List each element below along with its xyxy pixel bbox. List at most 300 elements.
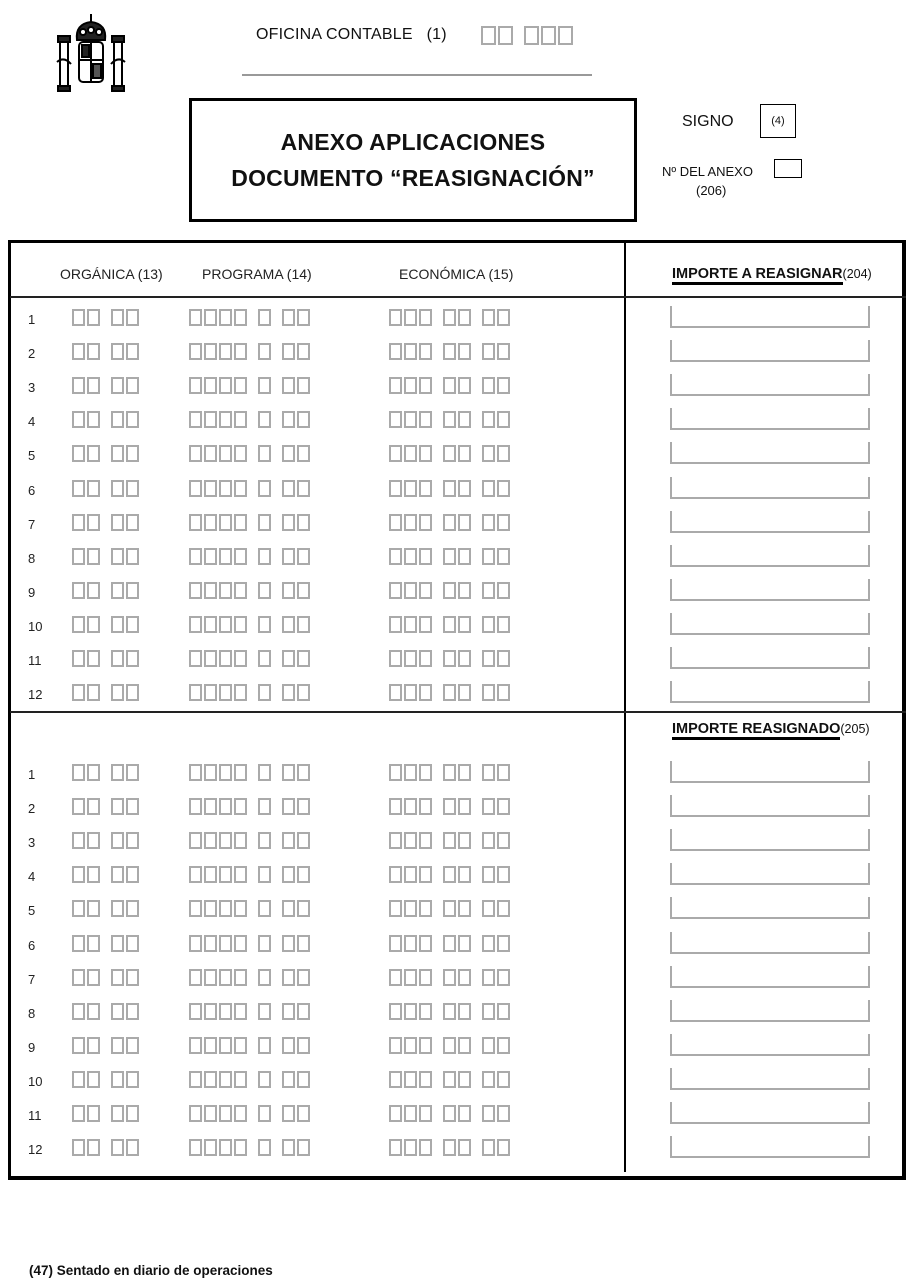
code-digit-box[interactable] (111, 969, 124, 986)
code-digit-box[interactable] (72, 616, 85, 633)
code-digit-box[interactable] (443, 764, 456, 781)
code-digit-box[interactable] (497, 1037, 510, 1054)
code-digit-box[interactable] (297, 1139, 310, 1156)
office-code-input[interactable] (481, 26, 575, 45)
code-digit-box[interactable] (258, 1139, 271, 1156)
code-digit-box[interactable] (258, 969, 271, 986)
code-digit-box[interactable] (258, 445, 271, 462)
code-digit-box[interactable] (189, 343, 202, 360)
code-digit-box[interactable] (389, 1105, 402, 1122)
code-digit-box[interactable] (126, 1105, 139, 1122)
code-digit-box[interactable] (389, 832, 402, 849)
organica-input[interactable] (72, 1139, 141, 1156)
organica-input[interactable] (72, 969, 141, 986)
organica-input[interactable] (72, 480, 141, 497)
code-digit-box[interactable] (389, 900, 402, 917)
code-digit-box[interactable] (258, 1105, 271, 1122)
amount-input[interactable] (670, 477, 870, 499)
code-digit-box[interactable] (126, 1037, 139, 1054)
code-digit-box[interactable] (111, 1071, 124, 1088)
code-digit-box[interactable] (126, 343, 139, 360)
amount-input[interactable] (670, 579, 870, 601)
code-digit-box[interactable] (482, 798, 495, 815)
code-digit-box[interactable] (126, 377, 139, 394)
code-digit-box[interactable] (258, 548, 271, 565)
code-digit-box[interactable] (458, 582, 471, 599)
code-digit-box[interactable] (87, 309, 100, 326)
code-digit-box[interactable] (443, 411, 456, 428)
code-digit-box[interactable] (458, 377, 471, 394)
code-digit-box[interactable] (87, 1003, 100, 1020)
code-digit-box[interactable] (111, 866, 124, 883)
code-digit-box[interactable] (87, 650, 100, 667)
economica-input[interactable] (389, 1105, 512, 1122)
code-digit-box[interactable] (458, 798, 471, 815)
code-digit-box[interactable] (87, 935, 100, 952)
code-digit-box[interactable] (497, 1139, 510, 1156)
programa-input[interactable] (189, 1003, 312, 1020)
programa-input[interactable] (189, 309, 312, 326)
code-digit-box[interactable] (126, 309, 139, 326)
code-digit-box[interactable] (87, 445, 100, 462)
code-digit-box[interactable] (72, 582, 85, 599)
code-digit-box[interactable] (111, 343, 124, 360)
economica-input[interactable] (389, 969, 512, 986)
programa-input[interactable] (189, 548, 312, 565)
code-digit-box[interactable] (126, 935, 139, 952)
code-digit-box[interactable] (297, 935, 310, 952)
code-digit-box[interactable] (219, 798, 232, 815)
code-digit-box[interactable] (204, 309, 217, 326)
economica-input[interactable] (389, 480, 512, 497)
code-digit-box[interactable] (219, 832, 232, 849)
code-digit-box[interactable] (282, 343, 295, 360)
code-digit-box[interactable] (443, 445, 456, 462)
code-digit-box[interactable] (443, 582, 456, 599)
code-digit-box[interactable] (458, 832, 471, 849)
organica-input[interactable] (72, 1105, 141, 1122)
code-digit-box[interactable] (189, 650, 202, 667)
code-digit-box[interactable] (234, 1105, 247, 1122)
programa-input[interactable] (189, 935, 312, 952)
code-digit-box[interactable] (458, 900, 471, 917)
code-digit-box[interactable] (72, 969, 85, 986)
code-digit-box[interactable] (482, 832, 495, 849)
code-digit-box[interactable] (389, 684, 402, 701)
code-digit-box[interactable] (404, 650, 417, 667)
code-digit-box[interactable] (443, 1139, 456, 1156)
code-digit-box[interactable] (404, 764, 417, 781)
code-digit-box[interactable] (443, 684, 456, 701)
code-digit-box[interactable] (126, 832, 139, 849)
code-digit-box[interactable] (389, 1071, 402, 1088)
code-digit-box[interactable] (189, 684, 202, 701)
code-digit-box[interactable] (258, 650, 271, 667)
code-digit-box[interactable] (189, 1003, 202, 1020)
code-digit-box[interactable] (87, 866, 100, 883)
code-digit-box[interactable] (204, 832, 217, 849)
code-digit-box[interactable] (419, 798, 432, 815)
code-digit-box[interactable] (219, 1105, 232, 1122)
code-digit-box[interactable] (72, 445, 85, 462)
code-digit-box[interactable] (419, 1071, 432, 1088)
code-digit-box[interactable] (404, 377, 417, 394)
amount-input[interactable] (670, 647, 870, 669)
code-digit-box[interactable] (189, 969, 202, 986)
code-digit-box[interactable] (404, 935, 417, 952)
code-digit-box[interactable] (297, 764, 310, 781)
code-digit-box[interactable] (234, 866, 247, 883)
code-digit-box[interactable] (126, 764, 139, 781)
programa-input[interactable] (189, 650, 312, 667)
code-digit-box[interactable] (482, 866, 495, 883)
code-digit-box[interactable] (111, 445, 124, 462)
code-digit-box[interactable] (258, 684, 271, 701)
programa-input[interactable] (189, 616, 312, 633)
programa-input[interactable] (189, 900, 312, 917)
code-digit-box[interactable] (297, 343, 310, 360)
code-digit-box[interactable] (389, 866, 402, 883)
code-digit-box[interactable] (87, 798, 100, 815)
programa-input[interactable] (189, 514, 312, 531)
amount-input[interactable] (670, 1068, 870, 1090)
code-digit-box[interactable] (234, 764, 247, 781)
code-digit-box[interactable] (282, 582, 295, 599)
code-digit-box[interactable] (234, 582, 247, 599)
code-digit-box[interactable] (204, 1139, 217, 1156)
code-digit-box[interactable] (389, 548, 402, 565)
economica-input[interactable] (389, 650, 512, 667)
code-digit-box[interactable] (419, 969, 432, 986)
code-digit-box[interactable] (87, 480, 100, 497)
code-digit-box[interactable] (189, 1071, 202, 1088)
code-digit-box[interactable] (111, 832, 124, 849)
code-digit-box[interactable] (482, 1105, 495, 1122)
economica-input[interactable] (389, 1071, 512, 1088)
code-digit-box[interactable] (219, 866, 232, 883)
organica-input[interactable] (72, 445, 141, 462)
code-digit-box[interactable] (282, 1071, 295, 1088)
amount-input[interactable] (670, 408, 870, 430)
code-digit-box[interactable] (204, 798, 217, 815)
code-digit-box[interactable] (443, 969, 456, 986)
code-digit-box[interactable] (204, 900, 217, 917)
code-digit-box[interactable] (258, 514, 271, 531)
code-digit-box[interactable] (497, 866, 510, 883)
code-digit-box[interactable] (458, 935, 471, 952)
code-digit-box[interactable] (482, 343, 495, 360)
code-digit-box[interactable] (234, 935, 247, 952)
code-digit-box[interactable] (282, 798, 295, 815)
code-digit-box[interactable] (111, 514, 124, 531)
code-digit-box[interactable] (282, 866, 295, 883)
code-digit-box[interactable] (87, 764, 100, 781)
code-digit-box[interactable] (111, 900, 124, 917)
code-digit-box[interactable] (297, 445, 310, 462)
amount-input[interactable] (670, 829, 870, 851)
code-digit-box[interactable] (111, 650, 124, 667)
organica-input[interactable] (72, 616, 141, 633)
programa-input[interactable] (189, 969, 312, 986)
code-digit-box[interactable] (404, 548, 417, 565)
organica-input[interactable] (72, 377, 141, 394)
code-digit-box[interactable] (404, 1105, 417, 1122)
code-digit-box[interactable] (389, 411, 402, 428)
code-digit-box[interactable] (443, 480, 456, 497)
code-digit-box[interactable] (219, 935, 232, 952)
economica-input[interactable] (389, 309, 512, 326)
code-digit-box[interactable] (219, 582, 232, 599)
code-digit-box[interactable] (189, 582, 202, 599)
economica-input[interactable] (389, 411, 512, 428)
code-digit-box[interactable] (497, 1003, 510, 1020)
code-digit-box[interactable] (419, 616, 432, 633)
economica-input[interactable] (389, 1003, 512, 1020)
organica-input[interactable] (72, 832, 141, 849)
economica-input[interactable] (389, 1139, 512, 1156)
code-digit-box[interactable] (389, 616, 402, 633)
code-digit-box[interactable] (282, 514, 295, 531)
code-digit-box[interactable] (297, 1105, 310, 1122)
code-digit-box[interactable] (443, 866, 456, 883)
code-digit-box[interactable] (458, 764, 471, 781)
code-digit-box[interactable] (87, 411, 100, 428)
code-digit-box[interactable] (482, 935, 495, 952)
code-digit-box[interactable] (258, 582, 271, 599)
organica-input[interactable] (72, 866, 141, 883)
code-digit-box[interactable] (443, 1003, 456, 1020)
code-digit-box[interactable] (419, 377, 432, 394)
code-digit-box[interactable] (219, 411, 232, 428)
code-digit-box[interactable] (87, 1071, 100, 1088)
code-digit-box[interactable] (297, 798, 310, 815)
code-digit-box[interactable] (389, 650, 402, 667)
code-digit-box[interactable] (72, 684, 85, 701)
code-digit-box[interactable] (404, 343, 417, 360)
code-digit-box[interactable] (258, 1003, 271, 1020)
code-digit-box[interactable] (72, 1003, 85, 1020)
code-digit-box[interactable] (389, 582, 402, 599)
programa-input[interactable] (189, 1071, 312, 1088)
code-digit-box[interactable] (482, 1139, 495, 1156)
programa-input[interactable] (189, 866, 312, 883)
code-digit-box[interactable] (204, 548, 217, 565)
code-digit-box[interactable] (404, 616, 417, 633)
code-digit-box[interactable] (204, 582, 217, 599)
code-digit-box[interactable] (497, 548, 510, 565)
code-digit-box[interactable] (297, 832, 310, 849)
economica-input[interactable] (389, 514, 512, 531)
code-digit-box[interactable] (404, 832, 417, 849)
code-digit-box[interactable] (497, 764, 510, 781)
code-digit-box[interactable] (111, 1037, 124, 1054)
code-digit-box[interactable] (482, 684, 495, 701)
code-digit-box[interactable] (258, 1071, 271, 1088)
economica-input[interactable] (389, 866, 512, 883)
programa-input[interactable] (189, 445, 312, 462)
code-digit-box[interactable] (404, 1139, 417, 1156)
code-digit-box[interactable] (234, 411, 247, 428)
code-digit-box[interactable] (189, 832, 202, 849)
code-digit-box[interactable] (204, 764, 217, 781)
economica-input[interactable] (389, 684, 512, 701)
code-digit-box[interactable] (282, 616, 295, 633)
code-digit-box[interactable] (282, 1037, 295, 1054)
code-digit-box[interactable] (234, 1071, 247, 1088)
code-digit-box[interactable] (497, 684, 510, 701)
anexo-number-input[interactable] (774, 159, 802, 178)
code-digit-box[interactable] (389, 798, 402, 815)
code-digit-box[interactable] (204, 1037, 217, 1054)
code-digit-box[interactable] (443, 309, 456, 326)
code-digit-box[interactable] (189, 616, 202, 633)
code-digit-box[interactable] (497, 969, 510, 986)
code-digit-box[interactable] (234, 445, 247, 462)
code-digit-box[interactable] (234, 548, 247, 565)
code-digit-box[interactable] (258, 480, 271, 497)
code-digit-box[interactable] (482, 616, 495, 633)
code-digit-box[interactable] (111, 377, 124, 394)
code-digit-box[interactable] (458, 480, 471, 497)
code-digit-box[interactable] (389, 480, 402, 497)
code-digit-box[interactable] (72, 309, 85, 326)
organica-input[interactable] (72, 1071, 141, 1088)
code-digit-box[interactable] (297, 582, 310, 599)
code-digit-box[interactable] (204, 650, 217, 667)
code-digit-box[interactable] (389, 969, 402, 986)
code-digit-box[interactable] (497, 832, 510, 849)
code-digit-box[interactable] (72, 832, 85, 849)
code-digit-box[interactable] (126, 548, 139, 565)
code-digit-box[interactable] (234, 480, 247, 497)
amount-input[interactable] (670, 545, 870, 567)
code-digit-box[interactable] (189, 900, 202, 917)
code-digit-box[interactable] (497, 798, 510, 815)
code-digit-box[interactable] (258, 309, 271, 326)
code-digit-box[interactable] (258, 377, 271, 394)
code-digit-box[interactable] (87, 969, 100, 986)
code-digit-box[interactable] (126, 582, 139, 599)
code-digit-box[interactable] (189, 1105, 202, 1122)
code-digit-box[interactable] (111, 480, 124, 497)
code-digit-box[interactable] (126, 616, 139, 633)
code-digit-box[interactable] (258, 798, 271, 815)
code-digit-box[interactable] (389, 1139, 402, 1156)
code-digit-box[interactable] (404, 514, 417, 531)
code-digit-box[interactable] (419, 684, 432, 701)
code-digit-box[interactable] (482, 1071, 495, 1088)
code-digit-box[interactable] (234, 650, 247, 667)
code-digit-box[interactable] (458, 309, 471, 326)
code-digit-box[interactable] (234, 900, 247, 917)
code-digit-box[interactable] (404, 798, 417, 815)
code-digit-box[interactable] (282, 548, 295, 565)
code-digit-box[interactable] (219, 684, 232, 701)
code-digit-box[interactable] (87, 548, 100, 565)
code-digit-box[interactable] (204, 1003, 217, 1020)
code-digit-box[interactable] (497, 411, 510, 428)
code-digit-box[interactable] (404, 309, 417, 326)
code-digit-box[interactable] (443, 832, 456, 849)
code-digit-box[interactable] (389, 935, 402, 952)
code-digit-box[interactable] (189, 445, 202, 462)
code-digit-box[interactable] (189, 309, 202, 326)
economica-input[interactable] (389, 900, 512, 917)
code-digit-box[interactable] (204, 445, 217, 462)
code-digit-box[interactable] (404, 1037, 417, 1054)
code-digit-box[interactable] (482, 1003, 495, 1020)
organica-input[interactable] (72, 764, 141, 781)
code-digit-box[interactable] (87, 832, 100, 849)
code-digit-box[interactable] (204, 684, 217, 701)
code-digit-box[interactable] (87, 582, 100, 599)
organica-input[interactable] (72, 900, 141, 917)
code-digit-box[interactable] (126, 969, 139, 986)
code-digit-box[interactable] (72, 866, 85, 883)
code-digit-box[interactable] (458, 616, 471, 633)
economica-input[interactable] (389, 445, 512, 462)
code-digit-box[interactable] (282, 684, 295, 701)
code-digit-box[interactable] (297, 309, 310, 326)
code-digit-box[interactable] (72, 377, 85, 394)
code-digit-box[interactable] (126, 514, 139, 531)
amount-input[interactable] (670, 966, 870, 988)
code-digit-box[interactable] (111, 616, 124, 633)
amount-input[interactable] (670, 863, 870, 885)
code-digit-box[interactable] (404, 1003, 417, 1020)
amount-input[interactable] (670, 511, 870, 533)
code-digit-box[interactable] (126, 480, 139, 497)
code-digit-box[interactable] (443, 343, 456, 360)
code-digit-box[interactable] (126, 866, 139, 883)
code-digit-box[interactable] (482, 548, 495, 565)
code-digit-box[interactable] (297, 900, 310, 917)
code-digit-box[interactable] (219, 969, 232, 986)
code-digit-box[interactable] (219, 343, 232, 360)
code-digit-box[interactable] (458, 969, 471, 986)
code-digit-box[interactable] (111, 1003, 124, 1020)
code-digit-box[interactable] (282, 309, 295, 326)
code-digit-box[interactable] (219, 377, 232, 394)
code-digit-box[interactable] (404, 684, 417, 701)
code-digit-box[interactable] (126, 1071, 139, 1088)
code-digit-box[interactable] (443, 377, 456, 394)
code-digit-box[interactable] (219, 900, 232, 917)
code-digit-box[interactable] (458, 343, 471, 360)
programa-input[interactable] (189, 343, 312, 360)
code-digit-box[interactable] (443, 798, 456, 815)
code-digit-box[interactable] (282, 1003, 295, 1020)
code-digit-box[interactable] (443, 1037, 456, 1054)
code-digit-box[interactable] (282, 969, 295, 986)
code-digit-box[interactable] (282, 1139, 295, 1156)
code-digit-box[interactable] (219, 616, 232, 633)
code-digit-box[interactable] (419, 1003, 432, 1020)
code-digit-box[interactable] (282, 445, 295, 462)
code-digit-box[interactable] (87, 377, 100, 394)
code-digit-box[interactable] (72, 1071, 85, 1088)
organica-input[interactable] (72, 514, 141, 531)
code-digit-box[interactable] (482, 969, 495, 986)
code-digit-box[interactable] (72, 900, 85, 917)
programa-input[interactable] (189, 480, 312, 497)
code-digit-box[interactable] (126, 1003, 139, 1020)
amount-input[interactable] (670, 1136, 870, 1158)
code-digit-box[interactable] (189, 377, 202, 394)
code-digit-box[interactable] (458, 1071, 471, 1088)
programa-input[interactable] (189, 832, 312, 849)
programa-input[interactable] (189, 684, 312, 701)
